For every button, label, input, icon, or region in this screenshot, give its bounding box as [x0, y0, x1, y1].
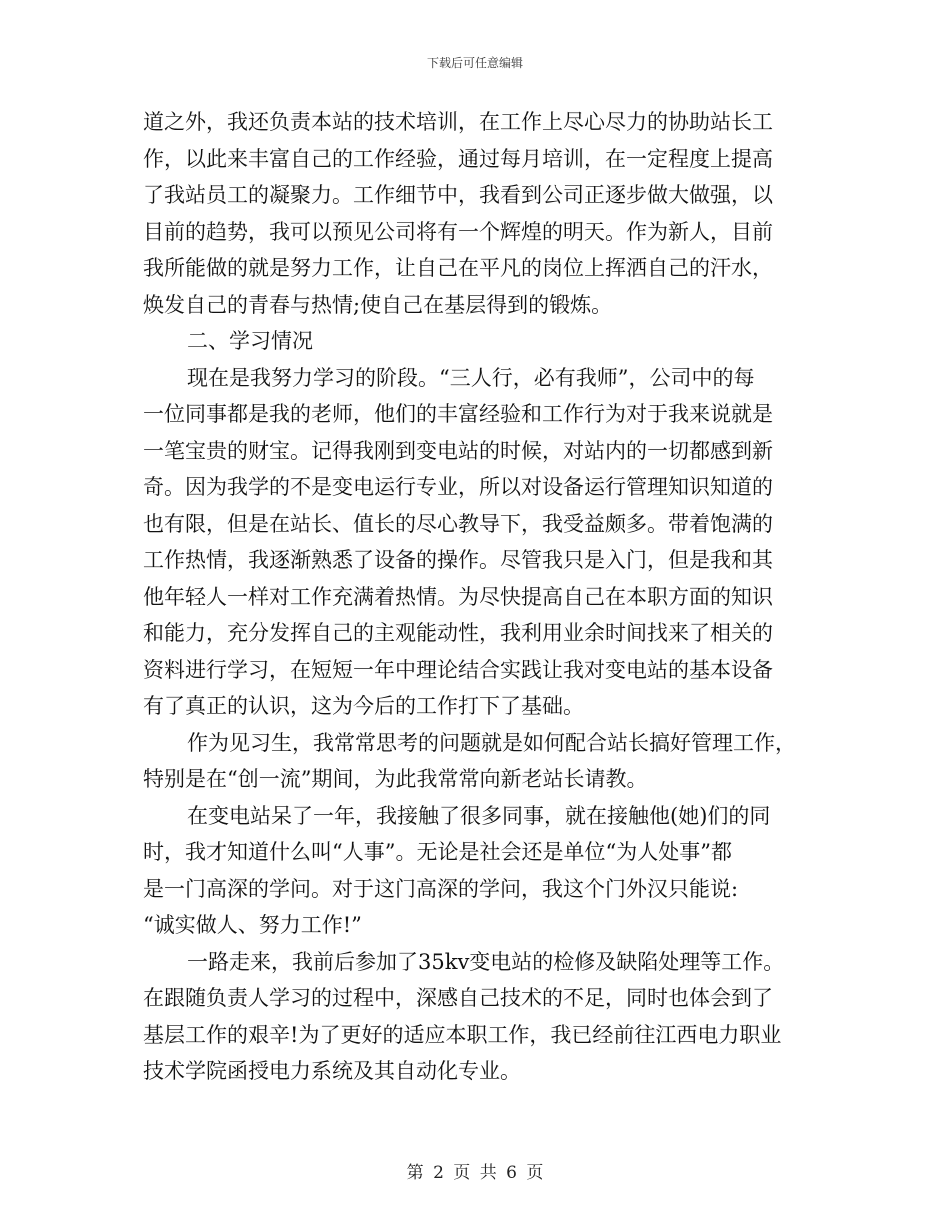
text-line: 作为见习生，我常常思考的问题就是如何配合站长搞好管理工作，	[187, 730, 796, 755]
text-line: 和能力，充分发挥自己的主观能动性，我利用业余时间找来了相关的	[143, 621, 773, 645]
text-line: 一路走来，我前后参加了35kv变电站的检修及缺陷处理等工作。	[187, 949, 785, 974]
text-line: 了我站员工的凝聚力。工作细节中，我看到公司正逐步做大做强，以	[143, 183, 773, 207]
text-line: 基层工作的艰辛!为了更好的适应本职工作，我已经前往江西电力职业	[143, 1022, 782, 1047]
text-line: 他年轻人一样对工作充满着热情。为尽快提高自己在本职方面的知识	[143, 584, 773, 609]
text-line: 道之外，我还负责本站的技术培训，在工作上尽心尽力的协助站长工	[143, 110, 773, 134]
text-line: 我所能做的就是努力工作，让自己在平凡的岗位上挥洒自己的汗水，	[143, 256, 773, 280]
text-line: 一位同事都是我的老师，他们的丰富经验和工作行为对于我来说就是	[143, 402, 773, 426]
page-header: 下载后可任意编辑	[426, 56, 523, 70]
text-line: 有了真正的认识，这为今后的工作打下了基础。	[143, 694, 584, 718]
text-line: 焕发自己的青春与热情;使自己在基层得到的锻炼。	[143, 292, 613, 317]
text-line: 资料进行学习，在短短一年中理论结合实践让我对变电站的基本设备	[143, 657, 773, 682]
text-line: 目前的趋势，我可以预见公司将有一个辉煌的明天。作为新人，目前	[143, 219, 773, 244]
text-line: 时，我才知道什么叫“人事”。无论是社会还是单位“为人处事”都	[143, 840, 732, 864]
text-line: 一笔宝贵的财宝。记得我刚到变电站的时候，对站内的一切都感到新	[143, 438, 773, 463]
text-line: 特别是在“创一流”期间，为此我常常向新老站长请教。	[143, 767, 648, 791]
text-line: 技术学院函授电力系统及其自动化专业。	[143, 1059, 521, 1083]
text-line: 在变电站呆了一年，我接触了很多同事，就在接触他(她)们的同	[187, 803, 771, 828]
text-line: 是一门高深的学问。对于这门高深的学问，我这个门外汉只能说:	[143, 876, 739, 901]
text-line: 二、学习情况	[187, 329, 313, 353]
text-line: 奇。因为我学的不是变电运行专业，所以对设备运行管理知识知道的	[143, 475, 773, 499]
text-line: 在跟随负责人学习的过程中，深感自己技术的不足，同时也体会到了	[143, 986, 773, 1010]
text-line: “诚实做人、努力工作!”	[143, 913, 362, 937]
page-number-footer: 第 2 页 共 6 页	[406, 1163, 544, 1183]
text-line: 现在是我努力学习的阶段。“三人行，必有我师”，公司中的每	[187, 365, 755, 390]
text-line: 作，以此来丰富自己的工作经验，通过每月培训，在一定程度上提高	[143, 146, 773, 171]
document-body	[143, 104, 823, 1090]
text-line: 工作热情，我逐渐熟悉了设备的操作。尽管我只是入门，但是我和其	[143, 548, 773, 572]
text-line: 也有限，但是在站长、值长的尽心教导下，我受益颇多。带着饱满的	[143, 511, 773, 536]
